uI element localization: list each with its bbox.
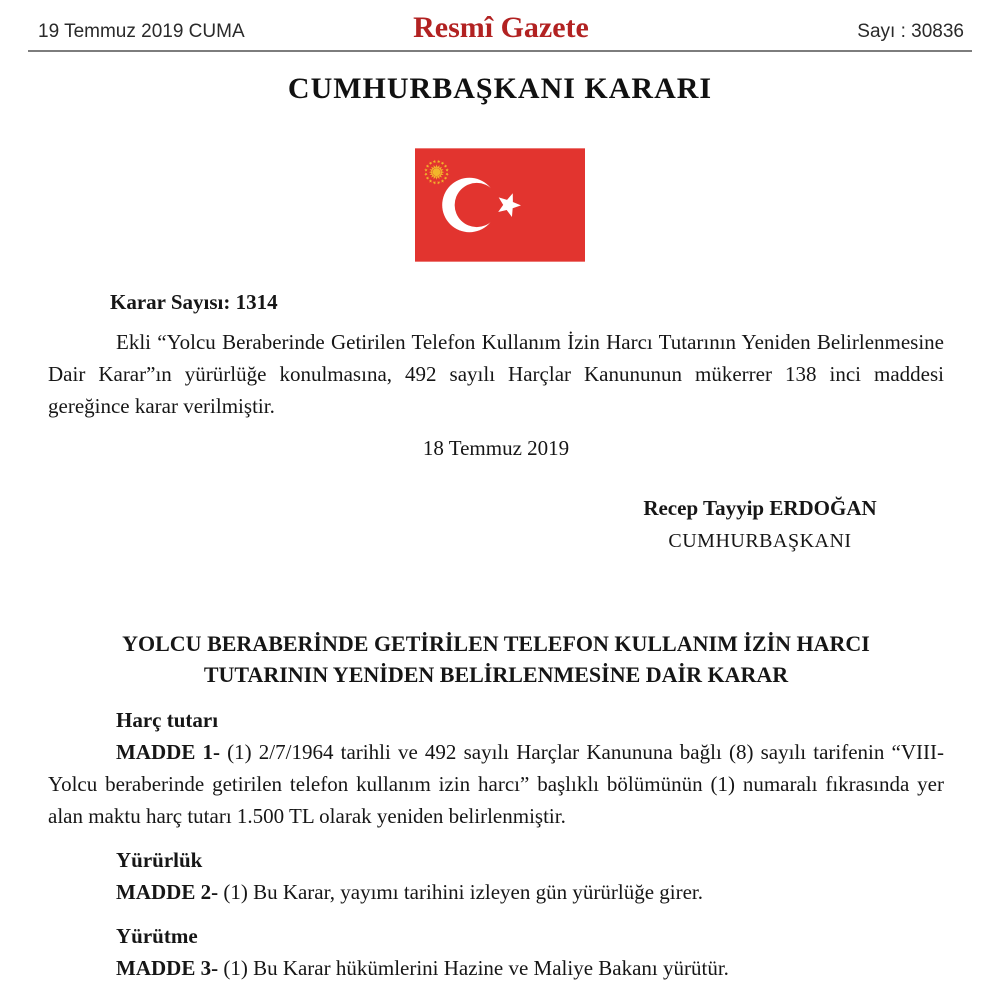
decree-heading: CUMHURBAŞKANI KARARI: [287, 72, 713, 105]
gazette-issue-number: Sayı : 30836: [857, 21, 964, 42]
president-name: Recep Tayyip ERDOĞAN: [643, 496, 877, 520]
decision-date: 18 Temmuz 2019: [422, 436, 570, 460]
seal-sun: [433, 168, 441, 176]
masthead: [0, 0, 1000, 44]
article-3-paragraph: [48, 952, 944, 984]
article-1-label: MADDE 1-: [116, 740, 220, 764]
article-2-text: (1) Bu Karar, yayımı tarihini izleyen gün yürürlüğe girer.: [223, 880, 704, 904]
article-3: [48, 920, 944, 984]
article-2: [48, 844, 944, 908]
signature-block: [610, 492, 910, 554]
turkish-presidential-flag-icon: [415, 148, 585, 262]
article-1-text: (1) 2/7/1964 tarihli ve 492 sayılı Harçlar Kanununa bağlı (8) sayılı tarifenin “VIII- Yolcu beraberinde getirilen telefon kullanım izin harcı” başlıklı bölümünün (1) numaralı fıkrasında yer alan maktu harç tutarı 1.500 TL olarak yeniden belirlenmiştir.: [48, 740, 945, 828]
article-3-heading: Yürütme: [116, 924, 198, 948]
decree-body: [0, 286, 1000, 984]
article-2-paragraph: [48, 876, 944, 908]
gazette-title: Resmî Gazete: [413, 11, 589, 44]
masthead-divider: [28, 50, 972, 52]
flag-field: [415, 148, 585, 261]
crescent-inner: [455, 183, 499, 227]
article-1-paragraph: [48, 736, 944, 832]
intro-paragraph: Ekli “Yolcu Beraberinde Getirilen Telefon Kullanım İzin Harcı Tutarının Yeniden Belirlenmesine Dair Karar”ın yürürlüğe konulmasına, 492 sayılı Harçlar Kanununun mükerrer 138 inci maddesi gereğince karar verilmiştir.: [48, 330, 944, 418]
article-3-text: (1) Bu Karar hükümlerini Hazine ve Maliye Bakanı yürütür.: [223, 956, 729, 980]
gazette-date: 19 Temmuz 2019 CUMA: [38, 21, 245, 42]
decree-title: YOLCU BERABERİNDE GETİRİLEN TELEFON KULLANIM İZİN HARCI TUTARININ YENİDEN BELİRLENMESİNE DAİR KARAR: [122, 631, 870, 687]
article-2-heading: Yürürlük: [116, 848, 203, 872]
article-3-label: MADDE 3-: [116, 956, 219, 980]
president-title: CUMHURBAŞKANI: [668, 530, 852, 552]
article-2-label: MADDE 2-: [116, 880, 219, 904]
decision-number: Karar Sayısı: 1314: [110, 290, 278, 314]
article-1: [48, 704, 944, 832]
article-1-heading: Harç tutarı: [116, 708, 219, 732]
